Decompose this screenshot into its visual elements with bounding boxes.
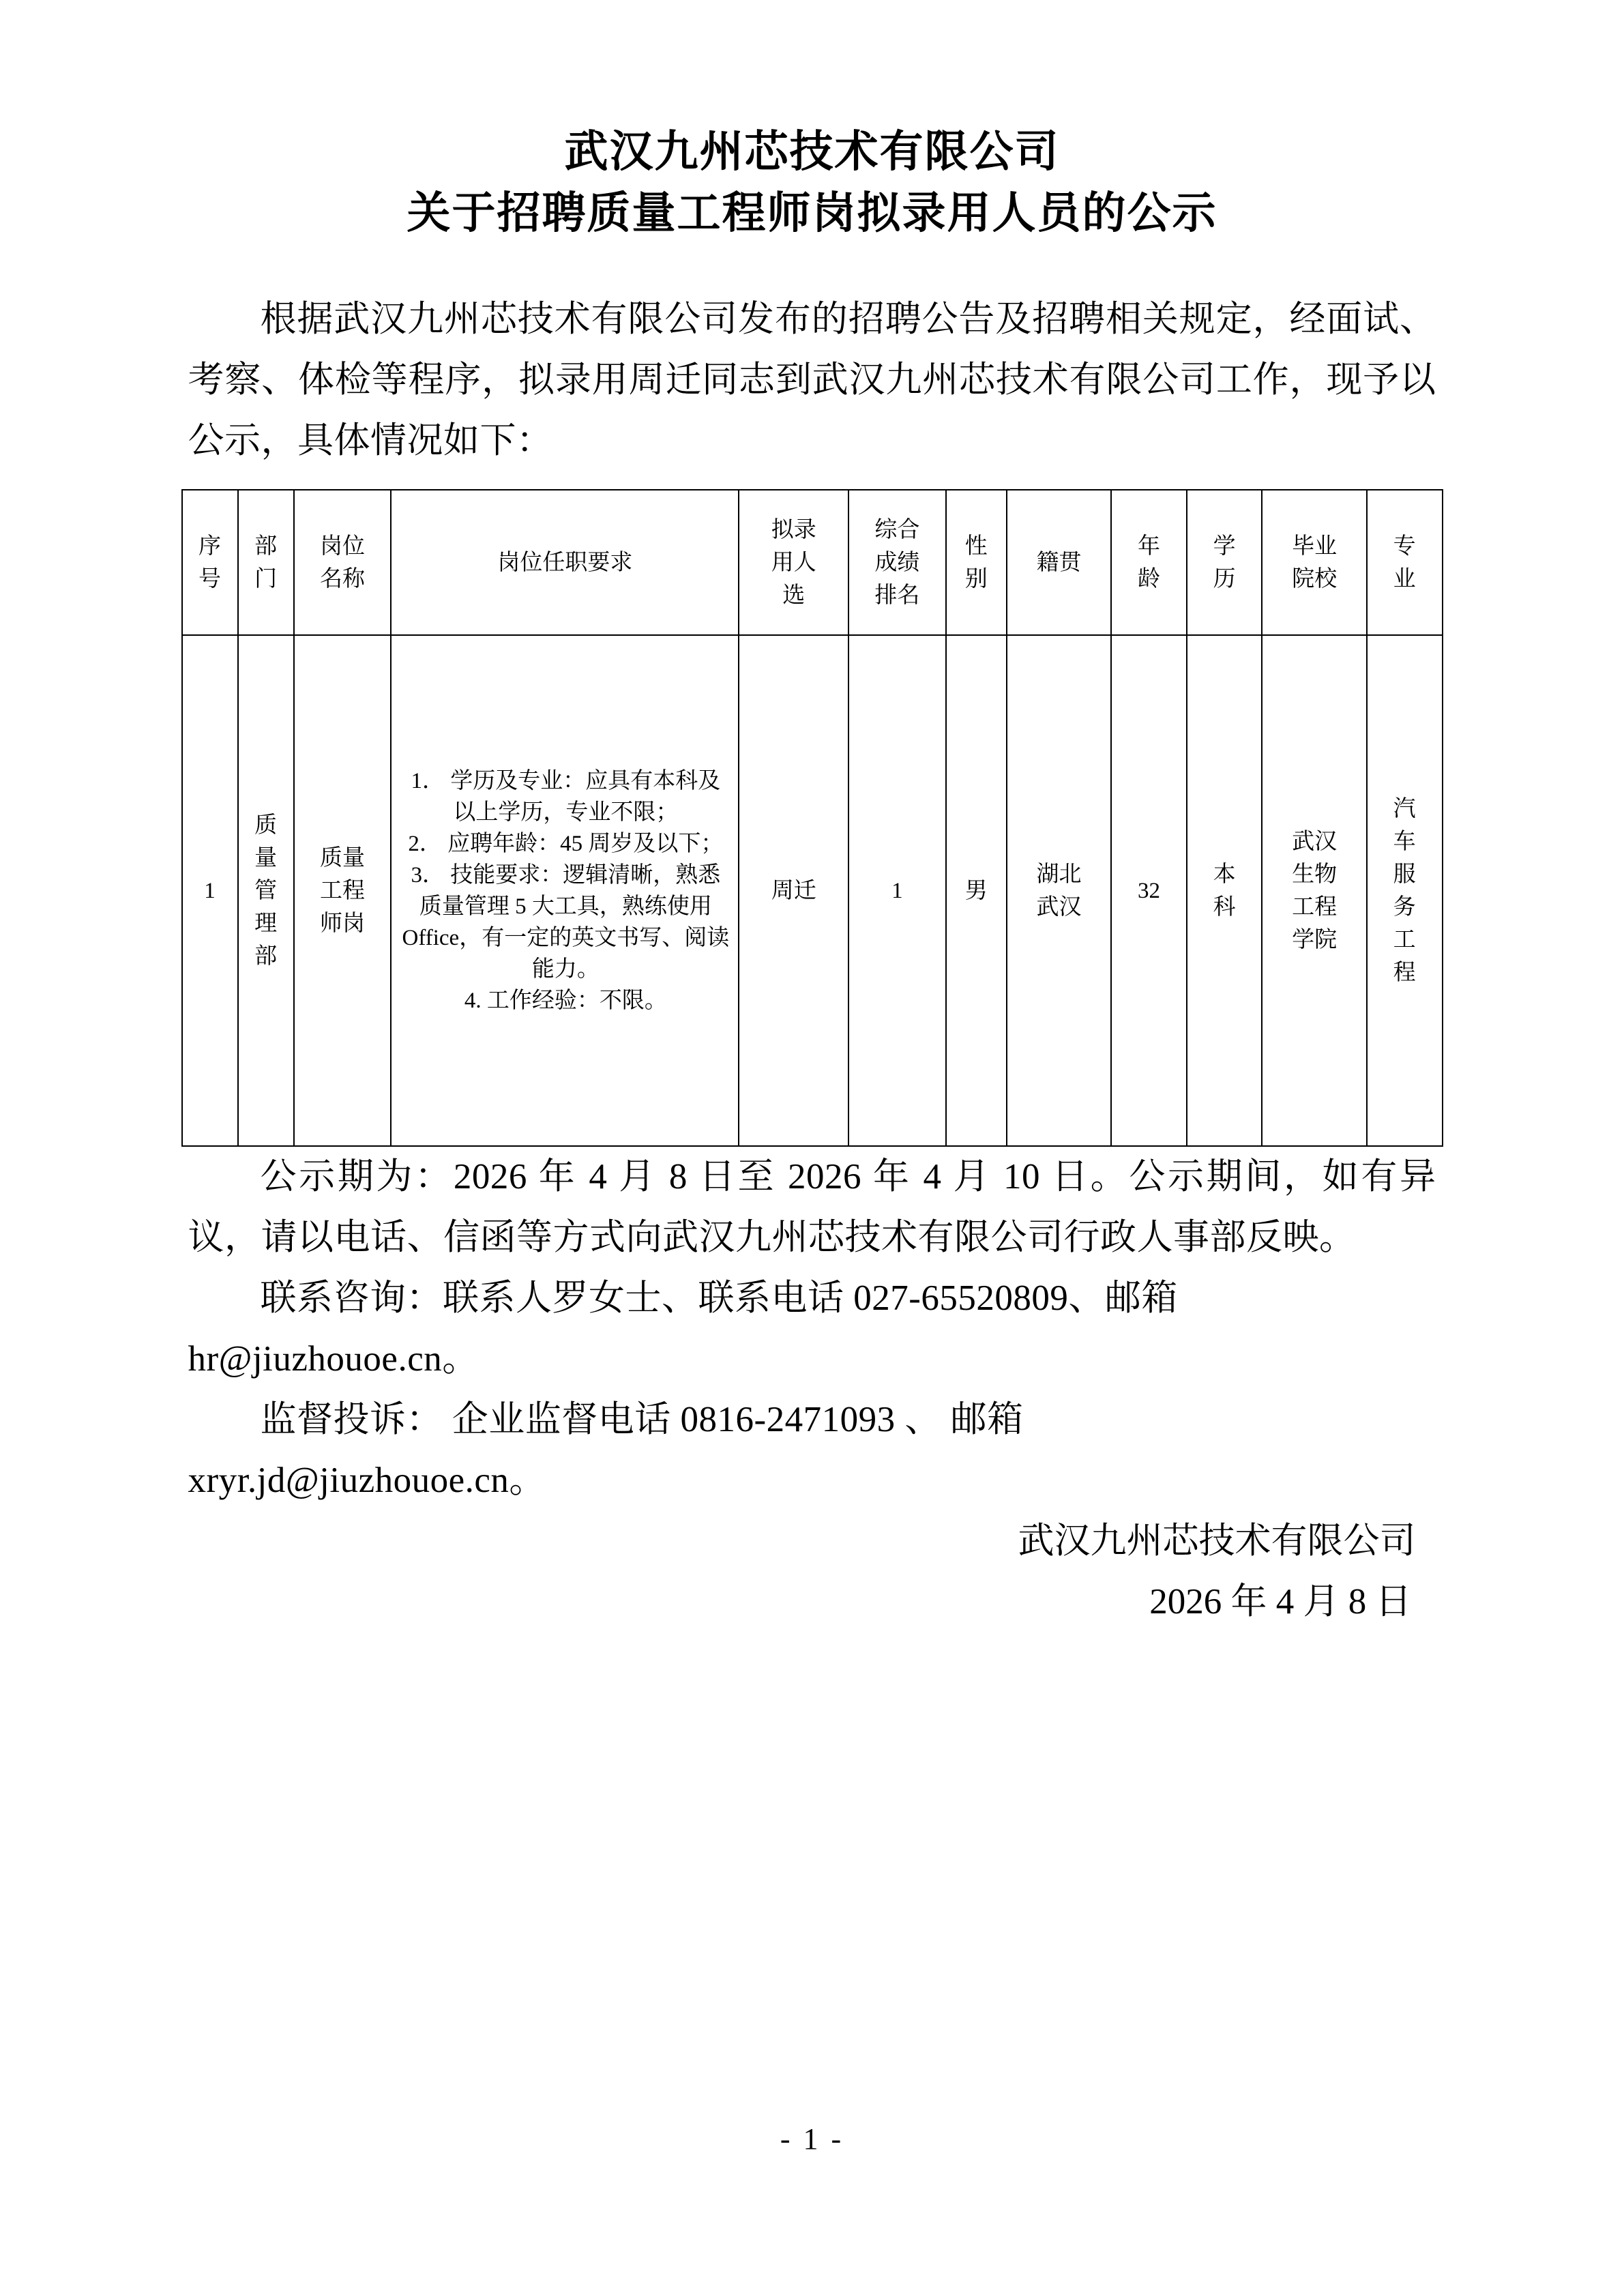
- signature-date: 2026 年 4 月 8 日: [1149, 1582, 1412, 1622]
- cell-major-value: 汽车服务工程: [1393, 796, 1416, 985]
- requirement-item-1: 1． 学历及专业：应具有本科及以上学历，专业不限；: [411, 768, 721, 825]
- header-label-education: 学历: [1213, 533, 1236, 591]
- title-line-1: 武汉九州芯技术有限公司: [564, 128, 1060, 176]
- document-body: [188, 289, 1436, 471]
- contact-email: hr@jiuzhouoe.cn。: [188, 1339, 479, 1379]
- title-line-2: 关于招聘质量工程师岗拟录用人员的公示: [407, 189, 1217, 237]
- document-body-lower: [188, 1147, 1436, 1511]
- header-label-post: 岗位名称: [319, 533, 365, 591]
- header-cell-rank: [848, 490, 946, 635]
- notice-period-paragraph: 公示期为：2026 年 4 月 8 日至 2026 年 4 月 10 日。公示期间，如有异议，请以电话、信函等方式向武汉九州芯技术有限公司行政人事部反映。: [188, 1157, 1436, 1257]
- cell-rank: 1: [848, 635, 946, 1146]
- header-label-major: 专业: [1393, 533, 1416, 591]
- cell-post: [294, 635, 392, 1146]
- cell-school-value: 武汉生物工程学院: [1292, 829, 1338, 952]
- contact-paragraph: 联系咨询：联系人罗女士、联系电话 027-65520809、邮箱: [260, 1278, 1178, 1318]
- header-cell-candidate: [739, 490, 848, 635]
- publicity-table-wrapper: [181, 489, 1443, 1147]
- cell-native: [1007, 635, 1111, 1146]
- header-label-candidate: 拟录用人选: [771, 517, 816, 608]
- supervision-paragraph: 监督投诉： 企业监督电话 0816-2471093 、 邮箱: [260, 1400, 1024, 1439]
- header-label-native: 籍贯: [1036, 550, 1082, 575]
- supervision-email: xryr.jd@jiuzhouoe.cn。: [188, 1461, 546, 1500]
- signer-name: 武汉九州芯技术有限公司: [1018, 1521, 1416, 1561]
- signature-block: [188, 1511, 1436, 1632]
- header-label-age: 年龄: [1138, 533, 1161, 591]
- cell-native-value: 湖北武汉: [1036, 862, 1082, 920]
- cell-dept: [238, 635, 294, 1146]
- cell-education: [1187, 635, 1263, 1146]
- header-label-seq: 序号: [198, 533, 222, 591]
- header-label-requirements: 岗位任职要求: [497, 550, 633, 575]
- cell-education-value: 本科: [1213, 862, 1236, 920]
- header-cell-education: [1187, 490, 1263, 635]
- requirement-item-2: 2． 应聘年龄：45 周岁及以下；: [408, 831, 724, 856]
- cell-school: [1262, 635, 1366, 1146]
- requirement-item-3: 3． 技能要求：逻辑清晰，熟悉质量管理 5 大工具，熟练使用 Office，有一定的英文书写、阅读能力。: [402, 862, 730, 982]
- cell-requirements: [391, 635, 739, 1146]
- header-cell-post: [294, 490, 392, 635]
- header-cell-dept: [238, 490, 294, 635]
- header-cell-major: [1367, 490, 1443, 635]
- header-cell-native: [1007, 490, 1111, 635]
- requirement-item-4: 4. 工作经验：不限。: [464, 988, 667, 1013]
- table-header-row: [182, 490, 1443, 635]
- header-cell-school: [1262, 490, 1366, 635]
- cell-candidate: 周迁: [739, 635, 848, 1146]
- header-cell-age: [1111, 490, 1187, 635]
- header-label-school: 毕业院校: [1292, 533, 1338, 591]
- document-page: [0, 121, 1624, 2273]
- page-title: [0, 121, 1624, 244]
- cell-post-value: 质量工程师岗: [319, 845, 365, 936]
- page-number-footer: - 1 -: [780, 2122, 844, 2156]
- cell-seq: 1: [182, 635, 238, 1146]
- header-cell-requirements: [391, 490, 739, 635]
- header-cell-sex: [946, 490, 1007, 635]
- cell-major: [1367, 635, 1443, 1146]
- header-label-dept: 部门: [254, 533, 278, 591]
- table-row: [182, 635, 1443, 1146]
- cell-age: 32: [1111, 635, 1187, 1146]
- publicity-table: [181, 489, 1443, 1147]
- header-label-rank: 综合成绩排名: [874, 517, 920, 608]
- header-label-sex: 性别: [964, 533, 988, 591]
- header-cell-seq: [182, 490, 238, 635]
- intro-paragraph: 根据武汉九州芯技术有限公司发布的招聘公告及招聘相关规定，经面试、考察、体检等程序，拟录用周迁同志到武汉九州芯技术有限公司工作，现予以公示，具体情况如下：: [188, 299, 1436, 460]
- cell-sex: 男: [946, 635, 1007, 1146]
- cell-dept-value: 质量管理部: [254, 812, 278, 969]
